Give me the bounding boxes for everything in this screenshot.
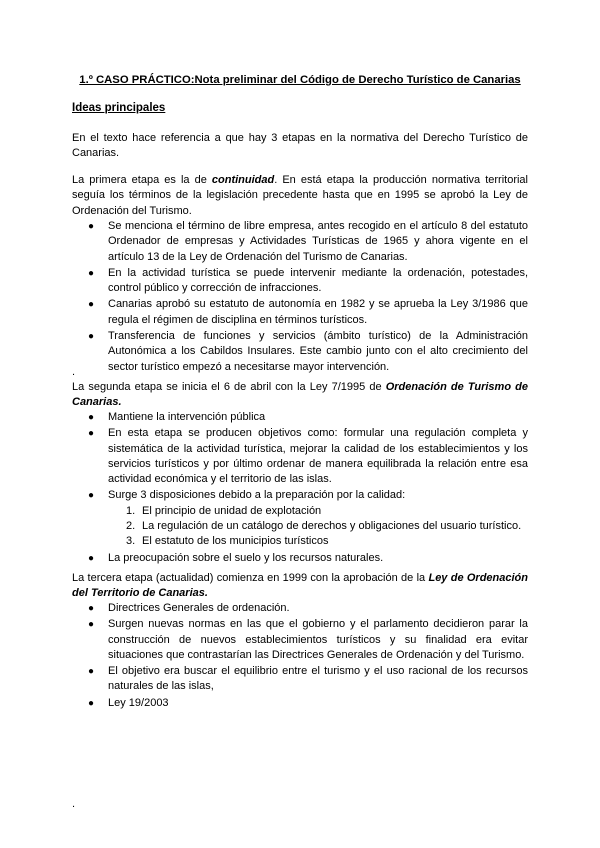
footer-dot: . [72, 798, 76, 810]
bullet-icon: ● [88, 552, 95, 564]
list-item-text: Ley 19/2003 [108, 696, 169, 709]
list-item-text: Se menciona el término de libre empresa, antes recogido en el artículo 8 del estatuto Ordenador de empresas y Actividades Turísticas de 1965 y ahora vigente en el artículo 13 de la Ley de Ordenación del Turismo de Canarias. [108, 220, 528, 263]
bullet-icon: ● [88, 490, 95, 502]
intro-paragraph: En el texto hace referencia a que hay 3 etapas en la normativa del Derecho Turístico de Canarias. [72, 132, 528, 160]
stage2-numbered-list [108, 504, 528, 550]
list-item-text: Surge 3 disposiciones debido a la preparación por la calidad: [108, 489, 406, 502]
stage2-emphasis: Ordenación de Turismo de Canarias. [72, 381, 528, 409]
stage1-emphasis: continuidad [211, 174, 275, 186]
list-item [72, 696, 528, 711]
list-item [72, 410, 528, 425]
numbered-item-text: El estatuto de los municipios turísticos [142, 535, 329, 548]
bullet-icon: ● [88, 267, 95, 279]
bullet-icon: ● [88, 412, 95, 423]
stage1-bullet-list [72, 219, 528, 376]
list-item [72, 426, 528, 487]
list-item-text: Mantiene la intervención pública [108, 411, 266, 423]
list-item-text: Surgen nuevas normas en las que el gobierno y el parlamento decidieron parar la construcción de nuevos establecimientos turísticos y su finalidad era evitar situaciones que contrastarían las Directrices Generales de Ordenación y del Turismo. [108, 618, 528, 661]
stage2-text-pre: La segunda etapa se inicia el 6 de abril con la Ley 7/1995 de [72, 381, 386, 393]
list-item-text: Directrices Generales de ordenación. [108, 602, 290, 614]
stage3-paragraph [72, 571, 528, 602]
item-number: 2. [126, 520, 136, 533]
stage3-emphasis: Ley de Ordenación del Territorio de Canarias. [72, 572, 528, 600]
numbered-item [108, 519, 528, 534]
list-item [72, 551, 528, 566]
numbered-item-text: La regulación de un catálogo de derechos y obligaciones del usuario turístico. [142, 520, 522, 533]
stage1-paragraph [72, 173, 528, 219]
list-item [72, 266, 528, 297]
bullet-icon: ● [88, 619, 95, 631]
numbered-item-text: El principio de unidad de explotación [142, 504, 322, 517]
list-item [72, 297, 528, 328]
stage1-text-post: . En está etapa la producción normativa territorial seguía los términos de la legislación precedente hasta que en 1995 se aprobó la Ley de Ordenación del Turismo. [72, 174, 528, 217]
stage2-paragraph [72, 380, 528, 411]
list-item-text: En la actividad turística se puede intervenir mediante la ordenación, potestades, control público y corrección de infracciones. [108, 266, 528, 295]
bullet-icon: ● [88, 428, 95, 440]
bullet-icon: ● [88, 697, 95, 709]
bullet-icon: ● [88, 221, 95, 232]
list-item [72, 664, 528, 695]
bullet-icon: ● [88, 603, 95, 614]
item-number: 1. [126, 504, 136, 517]
stage3-text-pre: La tercera etapa (actualidad) comienza en 1999 con la aprobación de la [72, 572, 429, 584]
numbered-item [108, 504, 528, 519]
bullet-icon: ● [88, 666, 95, 678]
document-title: 1.º CASO PRÁCTICO:Nota preliminar del Código de Derecho Turístico de Canarias [79, 74, 521, 86]
list-item [72, 488, 528, 549]
stage1-text-pre: La primera etapa es la de [72, 174, 212, 186]
stage2-bullet-list [72, 410, 528, 567]
list-item-text: La preocupación sobre el suelo y los recursos naturales. [108, 551, 384, 564]
section-heading: Ideas principales [72, 102, 166, 114]
list-item [72, 219, 528, 265]
list-item-text: Transferencia de funciones y servicios (ámbito turístico) de la Administración Autonómica a los Cabildos Insulares. Este cambio junto con el alto crecimiento del sector turístico empezó a necesitarse mayor intervención. [108, 330, 528, 373]
list-item-text: El objetivo era buscar el equilibrio entre el turismo y el uso racional de los recursos naturales de las islas, [108, 665, 528, 693]
item-number: 3. [126, 535, 136, 548]
list-item-text: En esta etapa se producen objetivos como: formular una regulación completa y sistemática de la actividad turística, mejorar la calidad de los establecimientos y los servicios turísticos y por último ordenar de manera equilibrada la relación entre esa actividad económica y el territorio de las islas. [108, 427, 528, 486]
list-item [72, 329, 528, 375]
bullet-icon: ● [88, 331, 95, 343]
list-item [72, 601, 528, 616]
list-item [72, 617, 528, 663]
numbered-item [108, 534, 528, 549]
separator-dot: . [72, 366, 76, 378]
bullet-icon: ● [88, 299, 95, 311]
list-item-text: Canarias aprobó su estatuto de autonomía en 1982 y se aprueba la Ley 3/1986 que regula el régimen de disciplina en términos turísticos. [108, 298, 528, 326]
stage3-bullet-list [72, 601, 528, 712]
